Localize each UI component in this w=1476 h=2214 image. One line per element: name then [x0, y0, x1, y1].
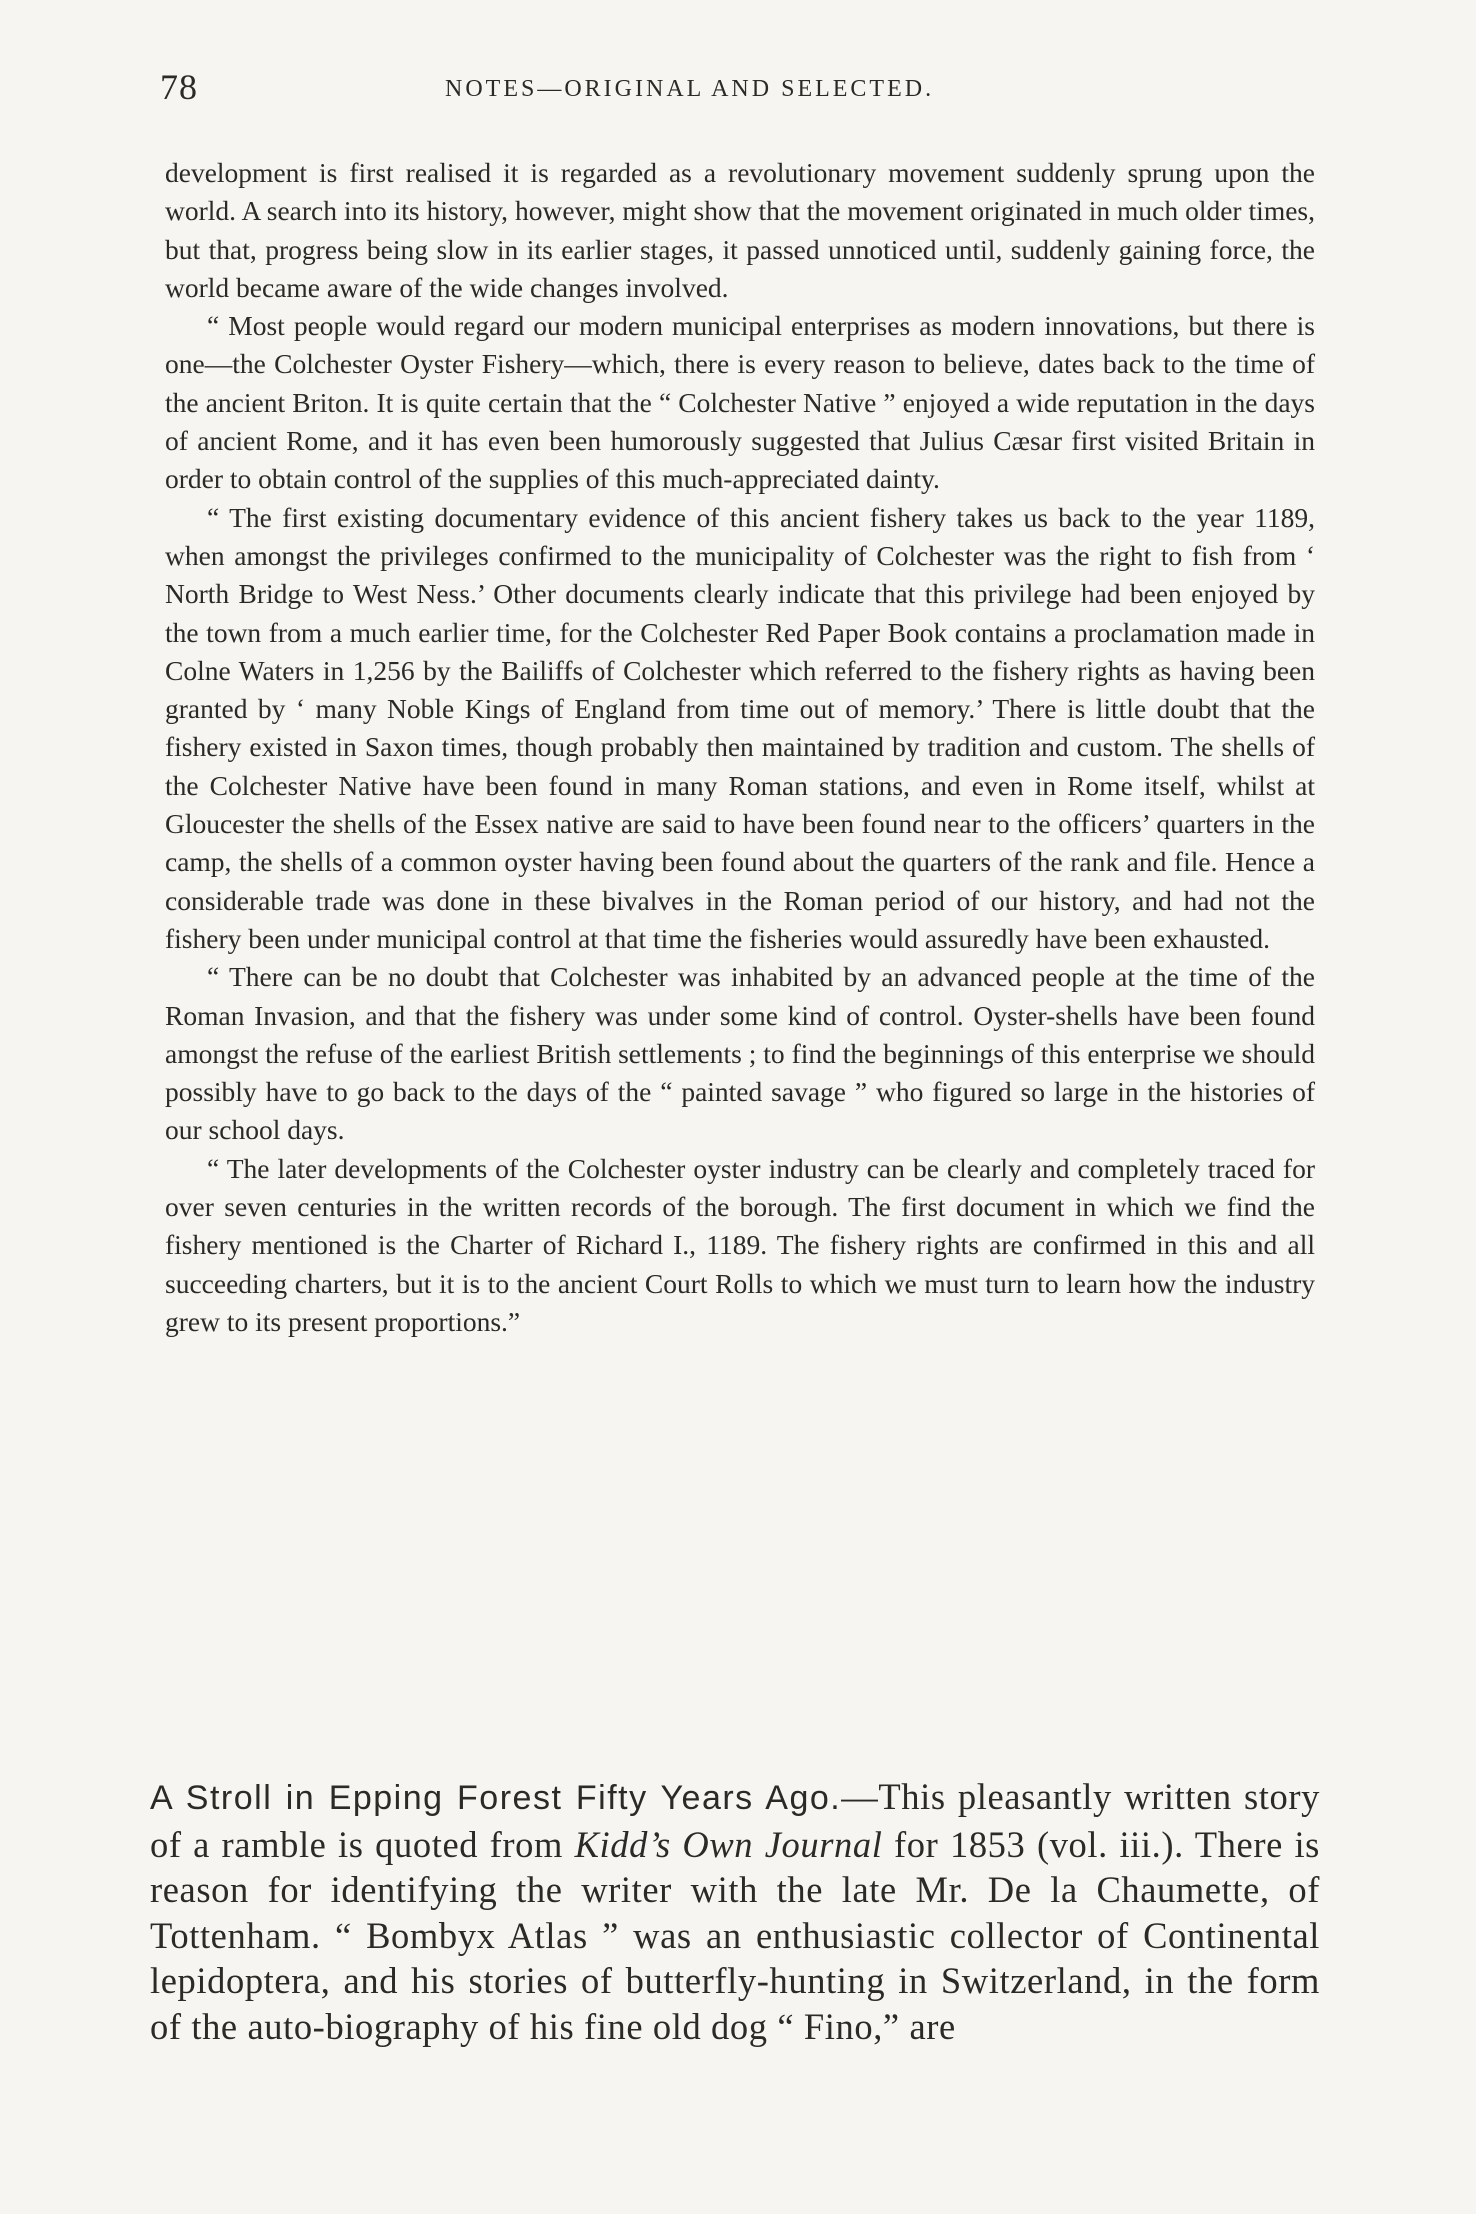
page-number: 78 [160, 67, 198, 107]
section-epping-forest [150, 1774, 1320, 2049]
section-text-a: This pleasantly written story of a ramble is quoted from [150, 1776, 1320, 1865]
paragraph-3: “ The first existing documentary evidence of this ancient fishery takes us back to the year 1189, when amongst the privileges confirmed to the municipality of Colchester was the right to fish from ‘ North Bridge to West Ness.’ Other documents clearly indicate that this privilege had been enjoyed by the town from a much earlier time, for the Colchester Red Paper Book contains a proclamation made in Colne Waters in 1,256 by the Bailiffs of Colchester which referred to the fishery rights as having been granted by ‘ many Noble Kings of England from time out of memory.’ There is little doubt that the fishery existed in Saxon times, though probably then maintained by tradition and custom. The shells of the Colchester Native have been found in many Roman stations, and even in Rome itself, whilst at Gloucester the shells of the Essex native are said to have been found near to the officers’ quarters in the camp, the shells of a common oyster having been found about the quarters of the rank and file. Hence a considerable trade was done in these bivalves in the Roman period of our history, and had not the fishery been under municipal control at that time the fisheries would assuredly have been exhausted. [165, 501, 1315, 954]
section-heading: A Stroll in Epping Forest Fifty Years Ago. [150, 1779, 842, 1817]
running-head: NOTES—ORIGINAL AND SELECTED. [445, 76, 935, 102]
section-text-b: for 1853 (vol. iii.). There is reason for identifying the writer with the late Mr. De la Chaumette, of Tottenham. “ Bombyx Atlas ” was an enthusiastic collector of Continental lepidoptera, and his stories of butterfly-hunting in Switzerland, in the form of the auto-biography of his fine old dog “ Fino,” are [150, 1823, 1320, 2047]
paragraph-1: development is first realised it is regarded as a revolutionary movement suddenly sprung upon the world. A search into its history, however, might show that the movement originated in much older times, but that, progress being slow in its earlier stages, it passed unnoticed until, suddenly gaining force, the world became aware of the wide changes involved. [165, 157, 1315, 303]
paragraph-4: “ There can be no doubt that Colchester was inhabited by an advanced people at the time of the Roman Invasion, and that the fishery was under some kind of control. Oyster-shells have been found amongst the refuse of the earliest British settlements ; to find the beginnings of this enterprise we should possibly have to go back to the days of the “ painted savage ” who figured so large in the histories of our school days. [165, 961, 1315, 1146]
article-body [165, 154, 1315, 1341]
section-dash: — [841, 1776, 879, 1817]
paragraph-2: “ Most people would regard our modern municipal enterprises as modern innovations, but there is one—the Colchester Oyster Fishery—which, there is every reason to believe, dates back to the time of the ancient Briton. It is quite certain that the “ Colchester Native ” enjoyed a wide reputation in the days of ancient Rome, and it has even been humorously suggested that Julius Cæsar first visited Britain in order to obtain control of the supplies of this much-appreciated dainty. [165, 310, 1315, 495]
paragraph-5: “ The later developments of the Colchester oyster industry can be clearly and completely traced for over seven centuries in the written records of the borough. The first document in which we find the fishery mentioned is the Charter of Richard I., 1189. The fishery rights are confirmed in this and all succeeding charters, but it is to the ancient Court Rolls to which we must turn to learn how the industry grew to its present proportions.” [165, 1152, 1315, 1337]
journal-title: Kidd’s Own Journal [574, 1823, 883, 1865]
